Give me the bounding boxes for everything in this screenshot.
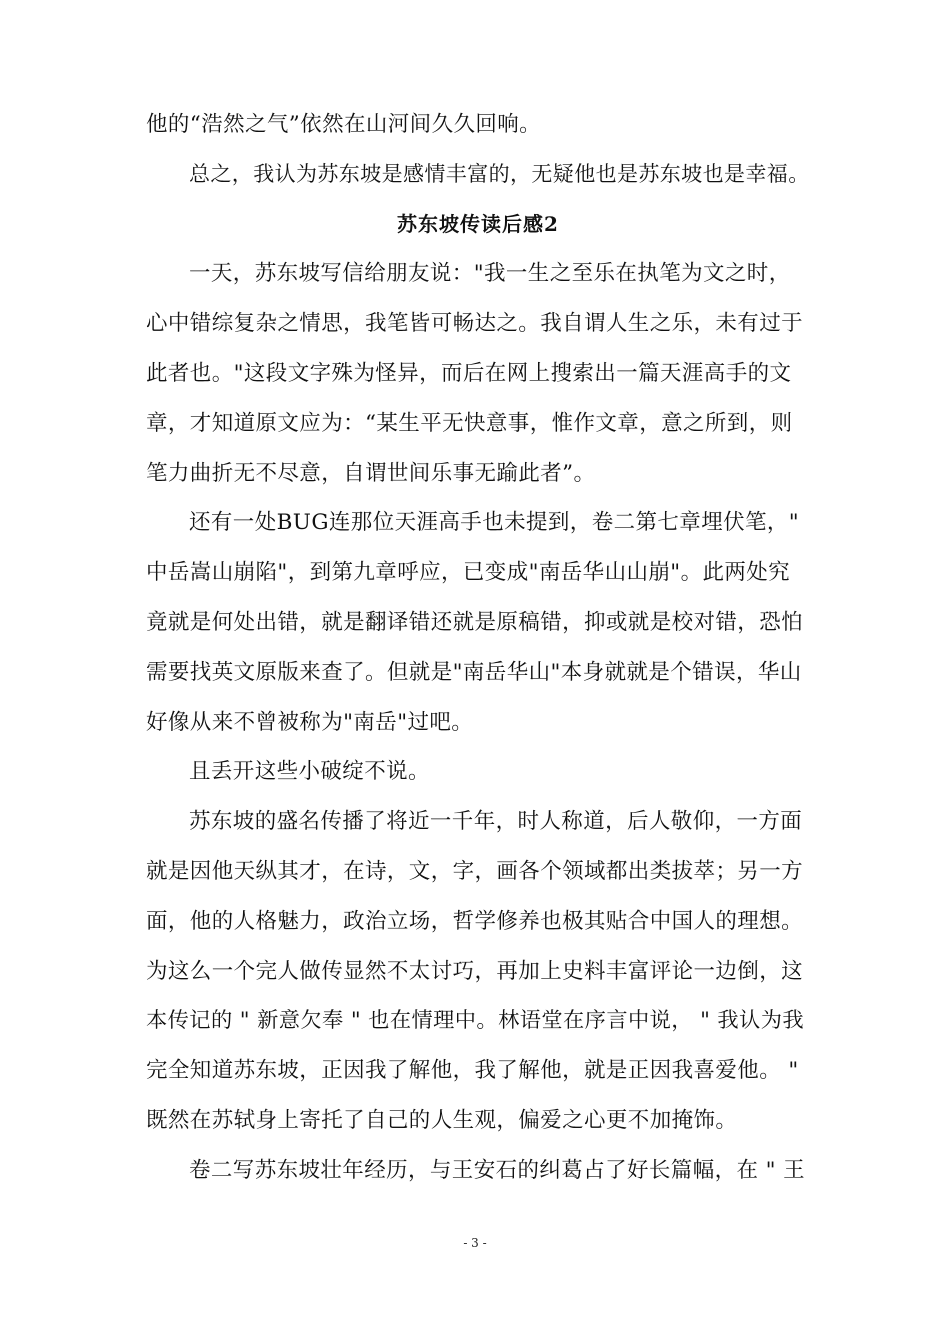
paragraph-line: 竟就是何处出错，就是翻译错还就是原稿错，抑或就是校对错，恐怕 [146,609,804,635]
paragraph-line: 本传记的 " 新意欠奉 " 也在情理中。林语堂在序言中说， " 我认为我 [146,1008,805,1034]
paragraph-first-line: 还有一处BUG连那位天涯高手也未提到，卷二第七章埋伏笔，" [189,510,800,536]
paragraph-line: 需要找英文原版来查了。但就是"南岳华山"本身就就是个错误，华山 [146,659,802,685]
paragraph-line: 心中错综复杂之情思，我笔皆可畅达之。我自谓人生之乐，未有过于 [146,311,804,337]
paragraph-line: 笔力曲折无不尽意，自谓世间乐事无踰此者”。 [146,460,596,486]
document-body [146,100,810,1196]
paragraph-line: 就是因他天纵其才，在诗，文，字，画各个领域都出类拔萃；另一方 [146,858,804,884]
paragraph-line: 他的“浩然之气”依然在山河间久久回响。 [146,112,542,137]
paragraph-first-line: 总之，我认为苏东坡是感情丰富的，无疑他也是苏东坡也是幸福。 [189,161,810,186]
paragraph-line: 面，他的人格魅力，政治立场，哲学修养也极其贴合中国人的理想。 [146,908,804,934]
paragraph-line: 此者也。"这段文字殊为怪异，而后在网上搜索出一篇天涯高手的文 [146,360,792,386]
paragraph-line: 完全知道苏东坡，正因我了解他，我了解他，就是正因我喜爱他。 " [146,1058,799,1084]
paragraph-line: 好像从来不曾被称为"南岳"过吧。 [146,709,474,735]
paragraph-line: 为这么一个完人做传显然不太讨巧，再加上史料丰富评论一边倒，这 [146,958,804,984]
paragraph-first-line: 卷二写苏东坡壮年经历，与王安石的纠葛占了好长篇幅，在 " 王 [189,1157,806,1183]
section-heading: 苏东坡传读后感2 [397,211,559,236]
page-number: - 3 - [463,1236,487,1250]
paragraph-line: 章，才知道原文应为：“某生平无快意事，惟作文章，意之所到，则 [146,410,793,436]
paragraph-first-line: 苏东坡的盛名传播了将近一千年，时人称道，后人敬仰，一方面 [189,809,803,835]
paragraph-first-line: 且丢开这些小破绽不说。 [189,759,430,785]
paragraph-line: 中岳嵩山崩陷"，到第九章呼应，已变成"南岳华山山崩"。此两处究 [146,560,791,586]
paragraph-line: 既然在苏轼身上寄托了自己的人生观，偏爱之心更不加掩饰。 [146,1107,738,1133]
paragraph-first-line: 一天，苏东坡写信给朋友说："我一生之至乐在执笔为文之时， [189,261,791,287]
